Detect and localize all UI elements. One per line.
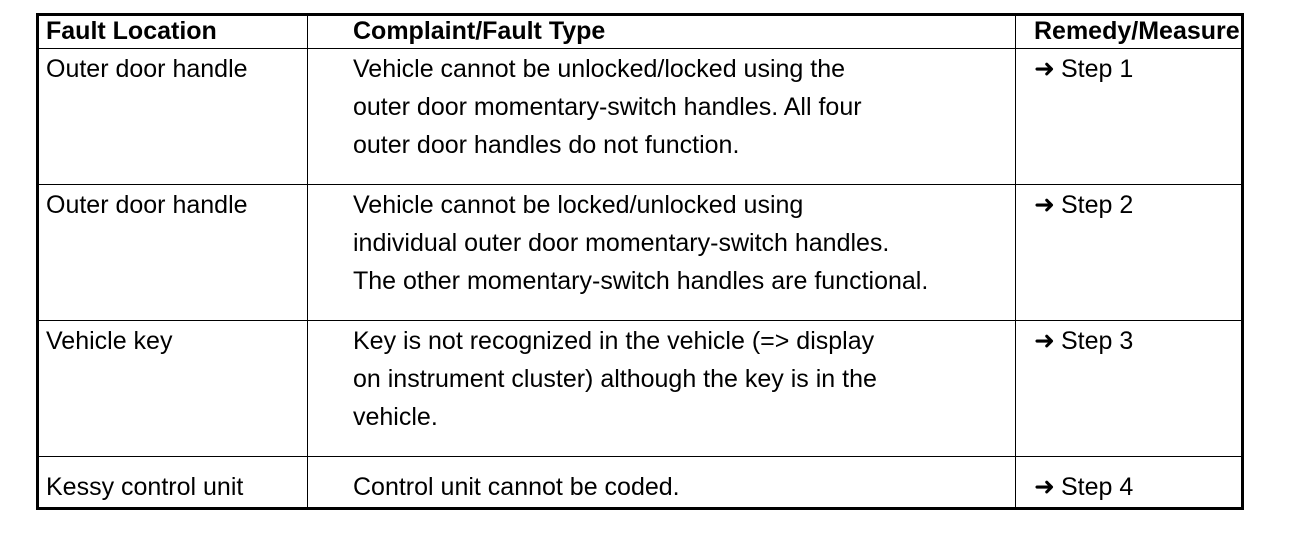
fault-table <box>36 13 1244 510</box>
header-complaint-fault-type: Complaint/Fault Type <box>308 16 1016 49</box>
remedy-step-link[interactable]: Step 2 <box>1060 191 1134 219</box>
complaint-cell <box>308 457 1016 508</box>
table-row <box>39 321 1241 457</box>
fault-location-cell: Outer door handle <box>39 49 308 185</box>
remedy-cell <box>1016 49 1242 185</box>
table-row <box>39 49 1241 185</box>
complaint-line: Control unit cannot be coded. <box>353 473 680 501</box>
arrow-right-icon: ➜ <box>1034 191 1055 219</box>
header-remedy-measure: Remedy/Measure <box>1016 16 1242 49</box>
remedy-step-link[interactable]: Step 3 <box>1060 327 1134 355</box>
fault-location-cell: Kessy control unit <box>39 457 308 508</box>
fault-location-cell: Vehicle key <box>39 321 308 457</box>
complaint-line: Key is not recognized in the vehicle (=> display <box>353 327 875 355</box>
complaint-line: outer door handles do not function. <box>353 131 740 159</box>
complaint-line: The other momentary-switch handles are functional. <box>353 267 929 295</box>
remedy-cell <box>1016 457 1242 508</box>
complaint-cell <box>308 321 1016 457</box>
complaint-line: Vehicle cannot be locked/unlocked using <box>353 191 804 219</box>
complaint-line: outer door momentary-switch handles. All four <box>353 93 862 121</box>
fault-location-cell: Outer door handle <box>39 185 308 321</box>
complaint-cell <box>308 185 1016 321</box>
complaint-line: individual outer door momentary-switch handles. <box>353 229 890 257</box>
remedy-cell <box>1016 185 1242 321</box>
arrow-right-icon: ➜ <box>1034 327 1055 355</box>
header-row <box>39 16 1241 49</box>
arrow-right-icon: ➜ <box>1034 473 1055 501</box>
complaint-cell <box>308 49 1016 185</box>
table-row <box>39 185 1241 321</box>
complaint-line: Vehicle cannot be unlocked/locked using the <box>353 55 846 83</box>
table-row <box>39 457 1241 508</box>
fault-table-grid <box>39 16 1241 507</box>
complaint-line: on instrument cluster) although the key is in the <box>353 365 877 393</box>
header-fault-location: Fault Location <box>39 16 308 49</box>
complaint-line: vehicle. <box>353 403 438 431</box>
remedy-cell <box>1016 321 1242 457</box>
remedy-step-link[interactable]: Step 1 <box>1060 55 1134 83</box>
remedy-step-link[interactable]: Step 4 <box>1060 473 1134 501</box>
arrow-right-icon: ➜ <box>1034 55 1055 83</box>
